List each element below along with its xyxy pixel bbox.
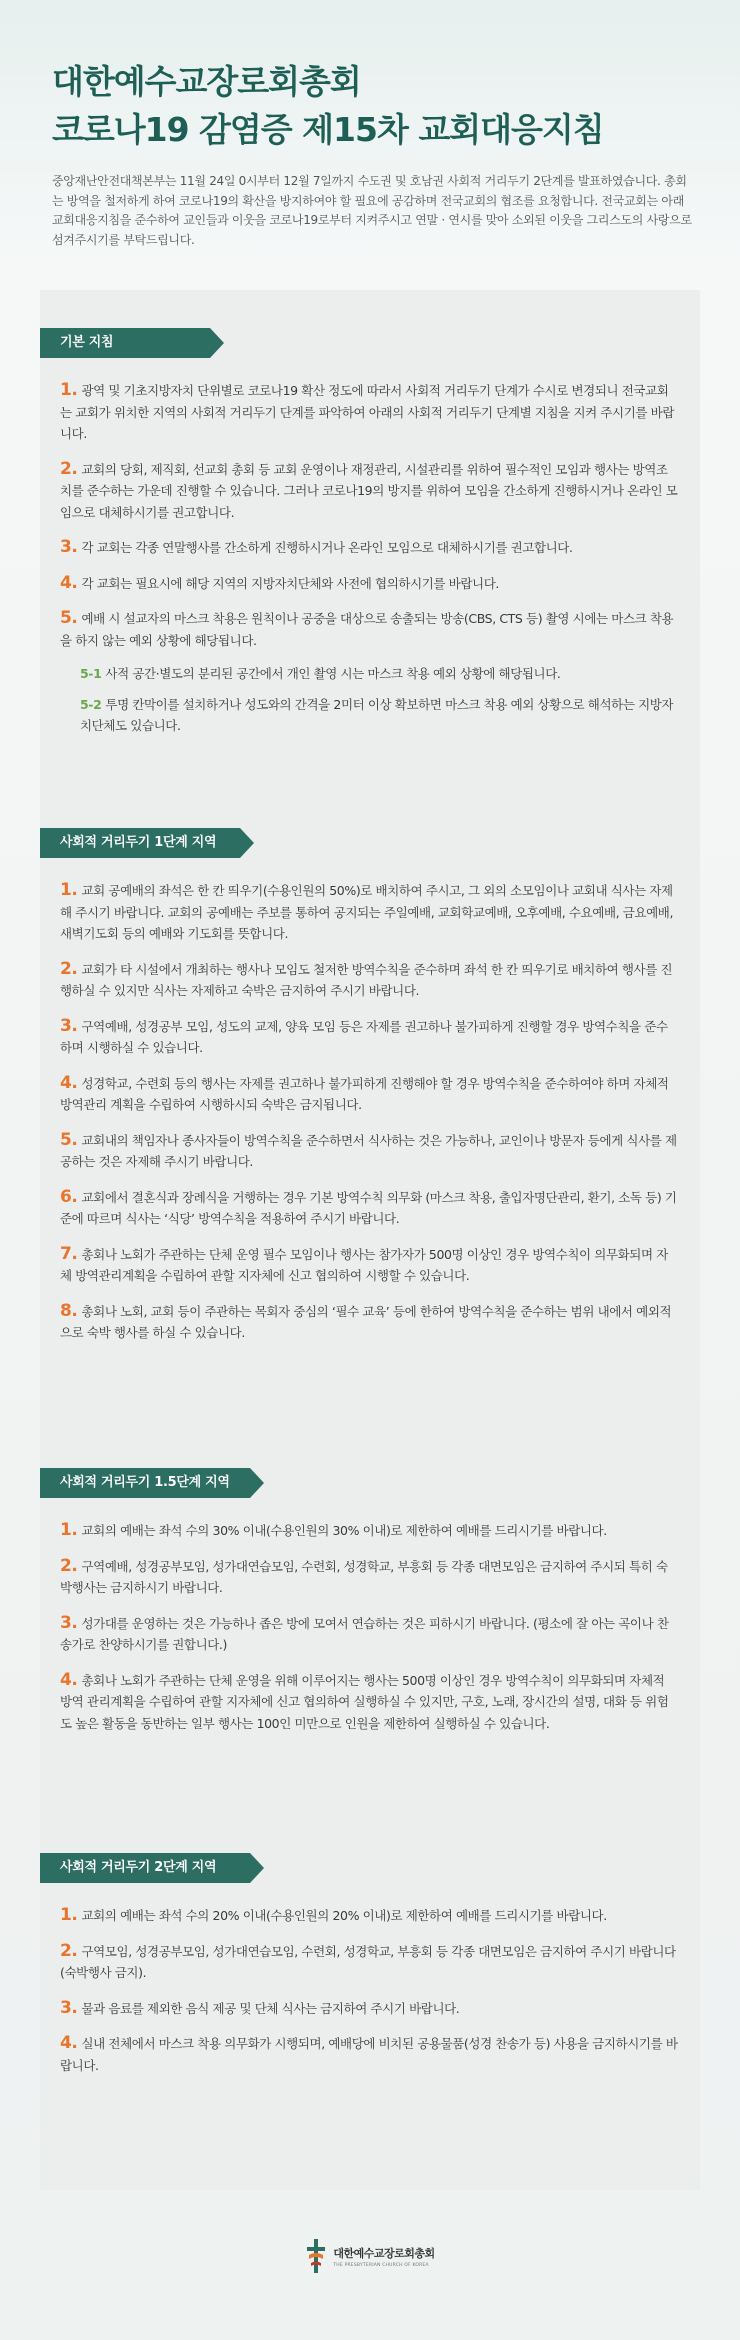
item-number: 1. (60, 1905, 78, 1925)
item-number: 4. (60, 1072, 78, 1093)
subitem-text: 사적 공간·별도의 분리된 공간에서 개인 촬영 시는 마스크 착용 예외 상황에 해당됩니다. (105, 666, 561, 681)
subitem-number: 5-1 (80, 666, 102, 681)
item-number: 2. (60, 458, 78, 479)
guideline-item (60, 573, 678, 595)
page-header (52, 58, 692, 250)
item-text: 교회에서 결혼식과 장례식을 거행하는 경우 기본 방역수칙 의무화 (마스크 착용, 출입자명단관리, 환기, 소독 등) 기준에 따르며 식사는 ‘식당’ 방역수칙을 적용하여 주시기 바랍니다. (60, 1189, 677, 1226)
guideline-item (60, 537, 678, 559)
item-text: 교회의 예배는 좌석 수의 30% 이내(수용인원의 30% 이내)로 제한하여 예배를 드리시기를 바랍니다. (81, 1523, 607, 1538)
item-number: 3. (60, 1015, 78, 1036)
guideline-item (60, 380, 678, 445)
section-title: 사회적 거리두기 1.5단계 지역 (60, 1475, 230, 1490)
item-number: 1. (60, 880, 78, 900)
guideline-item (60, 1073, 678, 1116)
item-number: 7. (60, 1243, 78, 1264)
item-text: 교회 공예배의 좌석은 한 칸 띄우기(수용인원의 50%)로 배치하여 주시고, 그 외의 소모임이나 교회내 식사는 자제해 주시기 바랍니다. 교회의 공예배는 주보를 통하여 공지되는 주일예배, 교회학교예배, 오후예배, 수요예배, 금요예배, 새벽기도회 등의 예배와 기도회를 뜻합니다. (60, 883, 674, 941)
guideline-item (60, 1520, 678, 1542)
item-number: 4. (60, 2033, 78, 2053)
item-text: 성경학교, 수련회 등의 행사는 자제를 권고하나 불가피하게 진행해야 할 경우 방역수칙을 준수하여야 하며 자체적 방역관리 계획을 수립하여 시행하시되 숙박은 금지됩니다. (60, 1075, 669, 1112)
item-number: 4. (60, 1669, 78, 1690)
item-text: 구역모임, 성경공부모임, 성가대연습모임, 수련회, 성경학교, 부흥회 등 각종 대면모임은 금지하여 주시기 바랍니다(숙박행사 금지). (60, 1943, 676, 1980)
footer-logo (0, 2236, 740, 2276)
item-number: 1. (60, 1520, 78, 1540)
guideline-item (60, 1905, 678, 1927)
item-number: 1. (60, 380, 78, 400)
guideline-item (60, 1613, 678, 1656)
church-cross-logo-icon (305, 2239, 327, 2273)
subitem-number: 5-2 (80, 697, 102, 712)
item-text: 교회내의 책임자나 종사자들이 방역수칙을 준수하면서 식사하는 것은 가능하나, 교인이나 방문자 등에게 식사를 제공하는 것은 자제해 주시기 바랍니다. (60, 1132, 677, 1169)
logo-korean-name: 대한예수교장로회총회 (333, 2246, 435, 2260)
item-text: 광역 및 기초지방자치 단위별로 코로나19 확산 정도에 따라서 사회적 거리두기 단계가 수시로 변경되니 전국교회는 교회가 위치한 지역의 사회적 거리두기 단계를 파악하여 아래의 사회적 거리두기 단계별 지침을 지켜 주시기를 바랍니다. (60, 383, 675, 441)
guideline-item (60, 1301, 678, 1344)
section-title: 기본 지침 (60, 335, 114, 350)
guideline-subitem (80, 694, 678, 736)
item-text: 총회나 노회가 주관하는 단체 운영을 위해 이루어지는 행사는 500명 이상인 경우 방역수칙이 의무화되며 자체적 방역 관리계획을 수립하여 관할 지자체에 신고 협의하여 실행하실 수 있지만, 구호, 노래, 장시간의 설명, 대화 등 위험도 높은 활동을 동반하는 일부 행사는 100인 미만으로 인원을 제한하여 실행하실 수 있습니다. (60, 1672, 669, 1731)
item-text: 각 교회는 각종 연말행사를 간소하게 진행하시거나 온라인 모임으로 대체하시기를 권고합니다. (81, 540, 573, 555)
section-basic-guidelines (40, 328, 700, 748)
item-number: 3. (60, 1997, 78, 2018)
section-title: 사회적 거리두기 1단계 지역 (60, 835, 217, 850)
section-level-2 (40, 1853, 700, 2090)
item-text: 총회나 노회가 주관하는 단체 운영 필수 모임이나 행사는 참가자가 500명 이상인 경우 방역수칙이 의무화되며 자체 방역관리계획을 수립하여 관할 지자체에 신고 협의하여 시행할 수 있습니다. (60, 1246, 668, 1283)
guideline-item (60, 1244, 678, 1287)
item-text: 교회의 예배는 좌석 수의 20% 이내(수용인원의 20% 이내)로 제한하여 예배를 드리시기를 바랍니다. (81, 1908, 607, 1923)
guideline-subitem (80, 663, 678, 684)
item-text: 구역예배, 성경공부모임, 성가대연습모임, 수련회, 성경학교, 부흥회 등 각종 대면모임은 금지하여 주시되 특히 숙박행사는 금지하시기 바랍니다. (60, 1558, 668, 1595)
item-text: 각 교회는 필요시에 해당 지역의 지방자치단체와 사전에 협의하시기를 바랍니다. (81, 575, 499, 591)
guideline-item (60, 1556, 678, 1599)
guideline-item (60, 608, 678, 651)
item-text: 예배 시 설교자의 마스크 착용은 원칙이나 공중을 대상으로 송출되는 방송(CBS, CTS 등) 촬영 시에는 마스크 착용을 하지 않는 예외 상황에 해당됩니다. (60, 611, 674, 648)
item-text: 총회나 노회, 교회 등이 주관하는 목회자 중심의 ‘필수 교육’ 등에 한하여 방역수칙을 준수하는 범위 내에서 예외적으로 숙박 행사를 하실 수 있습니다. (60, 1303, 672, 1340)
section-title-tab (40, 1468, 250, 1498)
item-text: 물과 음료를 제외한 음식 제공 및 단체 식사는 금지하여 주시기 바랍니다. (81, 2000, 460, 2016)
guideline-item (60, 959, 678, 1002)
item-number: 3. (60, 1612, 78, 1633)
section-title-tab (40, 328, 210, 358)
item-number: 6. (60, 1186, 78, 1207)
item-number: 5. (60, 608, 78, 628)
guideline-item (60, 880, 678, 945)
section-title-tab (40, 828, 240, 858)
item-number: 3. (60, 537, 78, 557)
guideline-item (60, 1130, 678, 1173)
guidelines-panel (40, 290, 700, 2190)
item-number: 2. (60, 1555, 78, 1576)
item-text: 교회의 당회, 제직회, 선교회 총회 등 교회 운영이나 재정관리, 시설관리를 위하여 필수적인 모임과 행사는 방역조치를 준수하는 가운데 진행할 수 있습니다. 그러나 코로나19의 방지를 위하여 모임을 간소하게 진행하시거나 온라인 모임으로 대체하시기를 권고합니다. (60, 461, 678, 520)
subitem-text: 투명 칸막이를 설치하거나 성도와의 간격을 2미터 이상 확보하면 마스크 착용 예외 상황으로 해석하는 지방자치단체도 있습니다. (80, 697, 674, 733)
section-level-1 (40, 828, 700, 1358)
page-title-line2: 코로나19 감염증 제15차 교회대응지침 (52, 110, 604, 149)
intro-paragraph: 중앙재난안전대책본부는 11월 24일 0시부터 12월 7일까지 수도권 및 호남권 사회적 거리두기 2단계를 발표하였습니다. 총회는 방역을 철저하게 하여 코로나19의 확산을 방지하여야 할 필요에 공감하며 전국교회의 협조를 요청합니다. 전국교회는 아래 교회대응지침을 준수하여 교인들과 이웃을 코로나19로부터 지켜주시고 연말 · 연시를 맞아 소외된 이웃을 그리스도의 사랑으로 섬겨주시기를 부탁드립니다. (52, 174, 692, 247)
item-text: 교회가 타 시설에서 개최하는 행사나 모임도 철저한 방역수칙을 준수하며 좌석 한 칸 띄우기로 배치하여 행사를 진행하실 수 있지만 식사는 자제하고 숙박은 금지하여 주시기 바랍니다. (60, 961, 673, 998)
section-title-tab (40, 1853, 250, 1883)
item-text: 실내 전체에서 마스크 착용 의무화가 시행되며, 예배당에 비치된 공용물품(성경 찬송가 등) 사용을 금지하시기를 바랍니다. (60, 2036, 678, 2073)
guideline-item (60, 459, 678, 524)
guideline-item (60, 1187, 678, 1230)
item-number: 2. (60, 958, 78, 979)
guideline-item (60, 1016, 678, 1059)
section-level-1-5 (40, 1468, 700, 1748)
logo-english-name: THE PRESBYTERIAN CHURCH OF KOREA (333, 2262, 429, 2268)
item-text: 구역예배, 성경공부 모임, 성도의 교제, 양육 모임 등은 자제를 권고하나 불가피하게 진행할 경우 방역수칙을 준수하며 시행하실 수 있습니다. (60, 1018, 668, 1055)
page-title-line1: 대한예수교장로회총회 (52, 62, 361, 101)
guideline-item (60, 1941, 678, 1984)
item-number: 4. (60, 572, 78, 593)
item-number: 5. (60, 1129, 78, 1150)
item-number: 2. (60, 1940, 78, 1961)
item-number: 8. (60, 1300, 78, 1321)
section-title: 사회적 거리두기 2단계 지역 (60, 1860, 217, 1875)
item-text: 성가대를 운영하는 것은 가능하나 좁은 방에 모여서 연습하는 것은 피하시기 바랍니다. (평소에 잘 아는 곡이나 찬송가로 찬양하시기를 권합니다.) (60, 1615, 669, 1652)
guideline-item (60, 1670, 678, 1735)
guideline-item (60, 1998, 678, 2020)
guideline-item (60, 2033, 678, 2076)
